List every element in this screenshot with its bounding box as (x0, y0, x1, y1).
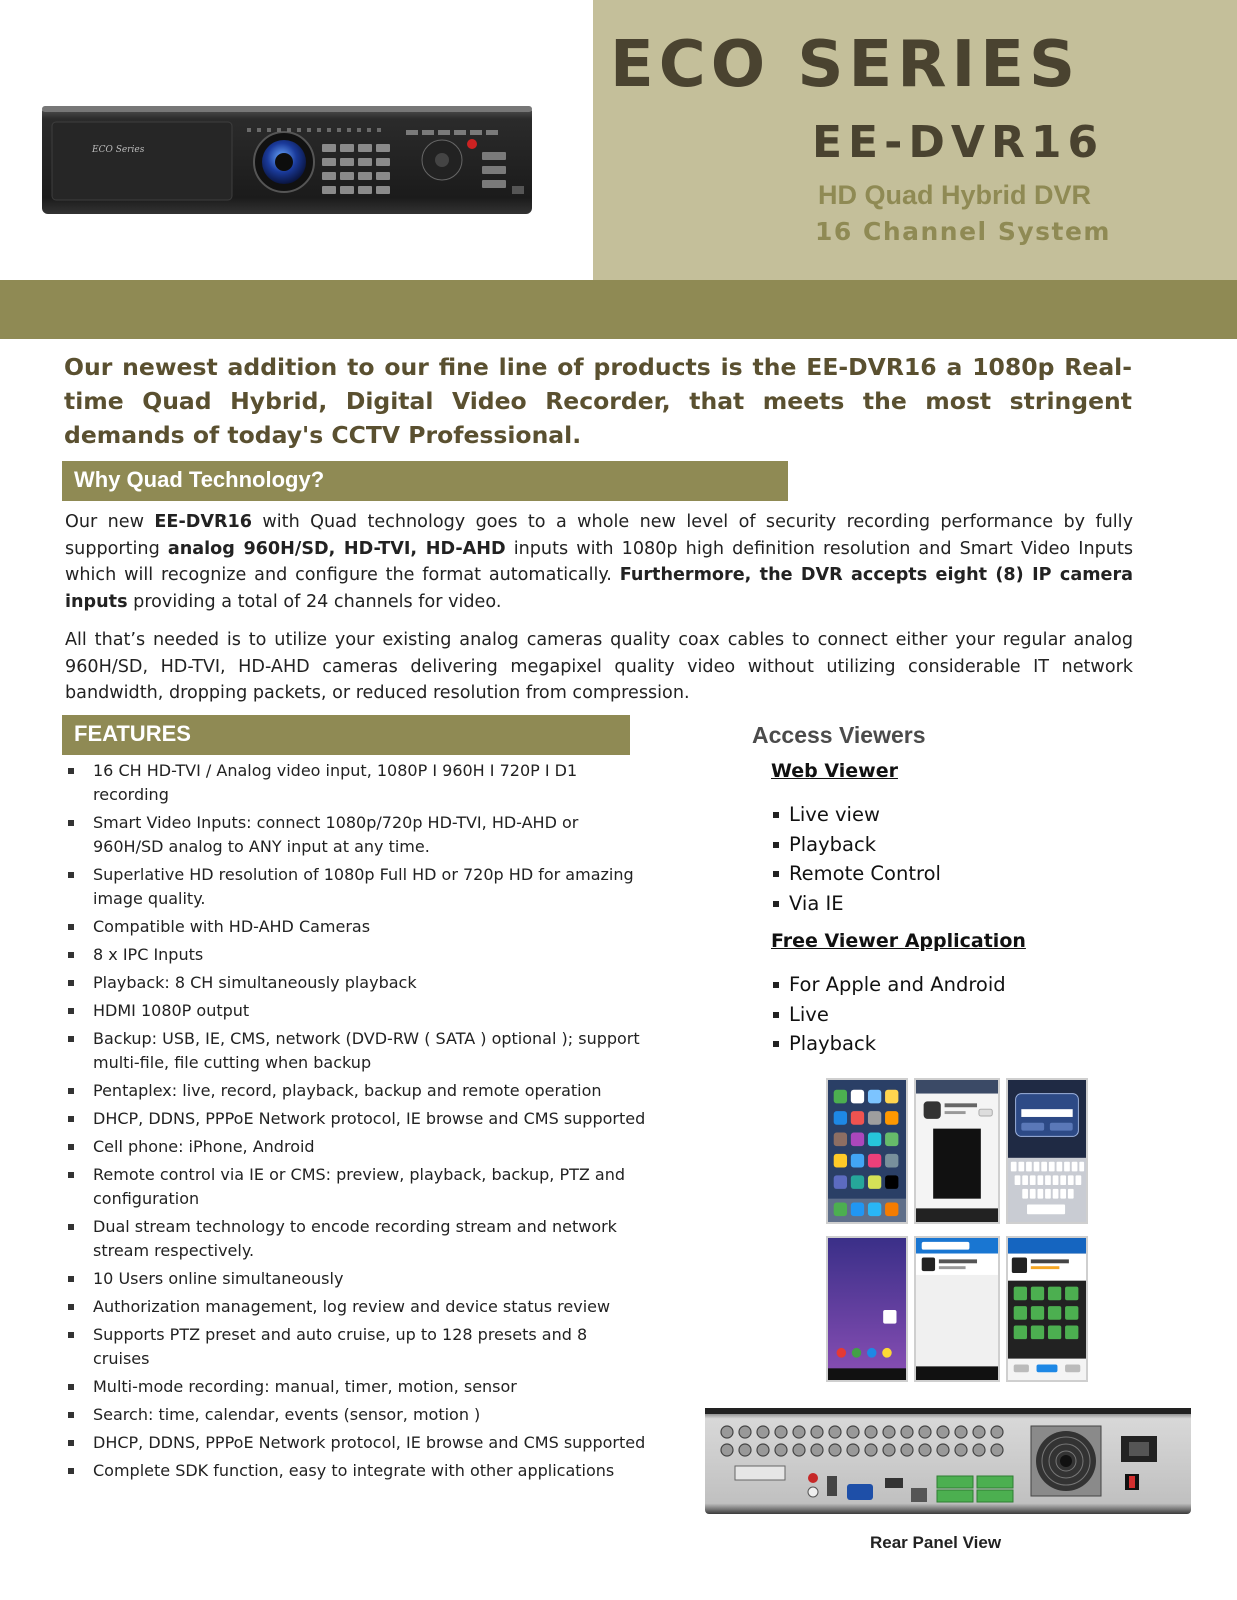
square-bullet-icon (68, 1144, 74, 1150)
square-bullet-icon (773, 842, 779, 848)
product-type: HD Quad Hybrid DVR (818, 180, 1092, 210)
list-item: Playback (772, 830, 941, 860)
para1-bold-ip-inputs: Furthermore, the DVR accepts eight (8) IP camera inputs (65, 565, 1134, 612)
dvr-front-image (42, 100, 532, 216)
features-heading: FEATURES (62, 715, 630, 755)
header-band (0, 280, 1237, 339)
para1-text-3: inputs with 1080p high definition resolution and Smart Video Inputs which will recognize and configure the format automatically. (65, 538, 1134, 585)
square-bullet-icon (68, 1304, 74, 1310)
android-play-store-screenshot (914, 1236, 1000, 1382)
device-badge: ECO Series (92, 145, 145, 155)
para1-bold-formats: analog 960H/SD, HD-TVI, HD-AHD (167, 538, 506, 559)
square-bullet-icon (68, 952, 74, 958)
square-bullet-icon (68, 1008, 74, 1014)
list-item: Search: time, calendar, events (sensor, motion ) (66, 1403, 646, 1427)
para1-bold-model: EE-DVR16 (154, 512, 252, 532)
why-quad-paragraph-2: All that’s needed is to utilize your existing analog cameras quality coax cables to connect either your regular analog 960H/SD, HD-TVI, HD-AHD cameras delivering megapixel quality video without utilizing considerable IT network bandwidth, dropping packets, or reduced resolution from compression. (65, 630, 1133, 703)
square-bullet-icon (68, 768, 74, 774)
square-bullet-icon (773, 871, 779, 877)
list-item: Cell phone: iPhone, Android (66, 1135, 646, 1159)
list-item: Dual stream technology to encode recording stream and network stream respectively. (66, 1215, 646, 1263)
channel-system: 16 Channel System (815, 217, 1111, 246)
list-item: Playback (772, 1029, 1006, 1059)
list-item: Remote control via IE or CMS: preview, playback, backup, PTZ and configuration (66, 1163, 646, 1211)
list-item: Live (772, 1000, 1006, 1030)
list-item: Smart Video Inputs: connect 1080p/720p HD-TVI, HD-AHD or 960H/SD analog to ANY input at any time. (66, 811, 646, 859)
list-item: Backup: USB, IE, CMS, network (DVD-RW ( SATA ) optional ); support multi-file, file cutting when backup (66, 1027, 646, 1075)
square-bullet-icon (68, 872, 74, 878)
square-bullet-icon (68, 1224, 74, 1230)
features-list (66, 759, 646, 1487)
ios-password-screenshot (1006, 1078, 1088, 1224)
square-bullet-icon (68, 1088, 74, 1094)
para1-text-1: Our new (65, 512, 155, 532)
square-bullet-icon (68, 820, 74, 826)
square-bullet-icon (68, 1440, 74, 1446)
list-item: Complete SDK function, easy to integrate with other applications (66, 1459, 646, 1483)
list-item: DHCP, DDNS, PPPoE Network protocol, IE browse and CMS supported (66, 1431, 646, 1455)
list-item: For Apple and Android (772, 970, 1006, 1000)
web-viewer-heading: Web Viewer (771, 760, 898, 782)
list-item: 16 CH HD-TVI / Analog video input, 1080P I 960H I 720P I D1 recording (66, 759, 646, 807)
square-bullet-icon (68, 924, 74, 930)
square-bullet-icon (68, 1116, 74, 1122)
list-item: Remote Control (772, 859, 941, 889)
square-bullet-icon (68, 1036, 74, 1042)
rear-panel-caption: Rear Panel View (870, 1533, 1002, 1552)
list-item: DHCP, DDNS, PPPoE Network protocol, IE browse and CMS supported (66, 1107, 646, 1131)
square-bullet-icon (773, 812, 779, 818)
para1-text-2: with Quad technology goes to a whole new level of security recording performance by fully supporting (65, 512, 1133, 559)
free-viewer-list (772, 970, 1006, 1059)
free-viewer-heading: Free Viewer Application (771, 930, 1026, 952)
access-viewers-heading: Access Viewers (752, 722, 926, 748)
square-bullet-icon (68, 980, 74, 986)
list-item: Multi-mode recording: manual, timer, motion, sensor (66, 1375, 646, 1399)
list-item: Playback: 8 CH simultaneously playback (66, 971, 646, 995)
square-bullet-icon (68, 1468, 74, 1474)
why-quad-heading: Why Quad Technology? (62, 461, 788, 501)
square-bullet-icon (773, 901, 779, 907)
ios-app-store-screenshot (914, 1078, 1000, 1224)
para1-text-4: providing a total of 24 channels for video. (127, 591, 502, 612)
ios-home-screenshot (826, 1078, 908, 1224)
square-bullet-icon (68, 1276, 74, 1282)
square-bullet-icon (773, 982, 779, 988)
square-bullet-icon (773, 1041, 779, 1047)
list-item: Via IE (772, 889, 941, 919)
rear-panel-image (705, 1408, 1191, 1514)
why-quad-paragraph-1 (65, 509, 1133, 615)
list-item: Authorization management, log review and device status review (66, 1295, 646, 1319)
list-item: 8 x IPC Inputs (66, 943, 646, 967)
android-home-screenshot (826, 1236, 908, 1382)
list-item: Supports PTZ preset and auto cruise, up to 128 presets and 8 cruises (66, 1323, 646, 1371)
model-title: EE-DVR16 (812, 117, 1105, 168)
square-bullet-icon (773, 1012, 779, 1018)
list-item: Superlative HD resolution of 1080p Full HD or 720p HD for amazing image quality. (66, 863, 646, 911)
android-app-detail-screenshot (1006, 1236, 1088, 1382)
square-bullet-icon (68, 1172, 74, 1178)
list-item: Pentaplex: live, record, playback, backup and remote operation (66, 1079, 646, 1103)
list-item: Compatible with HD-AHD Cameras (66, 915, 646, 939)
web-viewer-list (772, 800, 941, 918)
series-title: ECO SERIES (610, 28, 1081, 102)
list-item: 10 Users online simultaneously (66, 1267, 646, 1291)
list-item: Live view (772, 800, 941, 830)
square-bullet-icon (68, 1384, 74, 1390)
list-item: HDMI 1080P output (66, 999, 646, 1023)
intro-paragraph: Our newest addition to our fine line of products is the EE-DVR16 a 1080p Real-time Quad Hybrid, Digital Video Recorder, that meets the most stringent demands of today's CCTV Professional. (64, 353, 1132, 449)
square-bullet-icon (68, 1332, 74, 1338)
square-bullet-icon (68, 1412, 74, 1418)
